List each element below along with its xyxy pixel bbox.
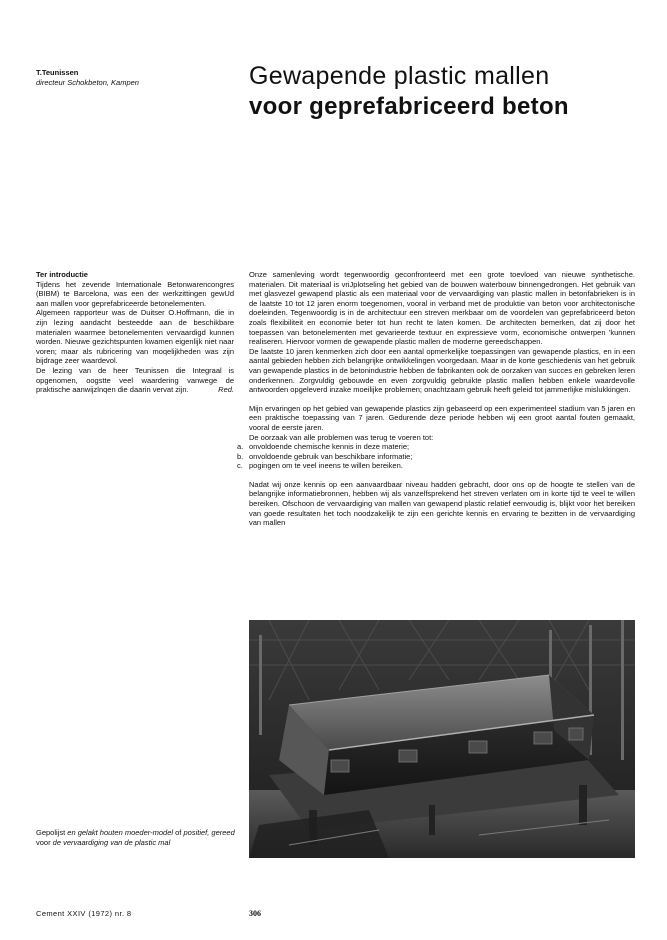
body-paragraph-3: Mijn ervaringen op het gebied van gewapende plastics zijn gebaseerd op een experimenteel stadium van 5 jaren en een praktische toepassing van 7 jaren. Gedurende deze periode hebben wij een groot aantal fouten gemaakt, vooral de eerste jaren.: [249, 403, 635, 432]
body-paragraph-4: De oorzaak van alle problemen was terug te voeren tot:: [249, 432, 434, 442]
editor-signature: Red.: [218, 385, 234, 395]
caption-text: Gepolijst: [36, 828, 66, 837]
caption-text: voor: [36, 837, 51, 847]
intro-column: [36, 270, 234, 395]
caption-text: en gelakt houten moeder-model: [65, 828, 176, 837]
intro-paragraph-2: Algemeen rapporteur was de Duitser O.Hoffmann, die in zijn lezing aandacht besteedde aan de beschikbare materialen waarmee betonelementen vervaardigd kunnen worden. Nieuwe gezichtspunten kwamen eigenlijk niet naar voren; maar als rubricering van moqelijkheden was zijn bijdrage zeer waardevol.: [36, 308, 234, 366]
author-role: directeur Schokbeton, Kampen: [36, 78, 139, 87]
intro-paragraph-1: Tijdens het zevende Internationale Betonwarencongres (BIBM) te Barcelona, was een der werkzittingen gewUd aan mallen voor geprefabriceerde betonelementen.: [36, 279, 234, 308]
list-item-label: c.: [237, 461, 243, 471]
body-paragraph-1: Onze samenleving wordt tegenwoordig geconfronteerd met een grote toevloed van nieuwe synthetische. materialen. Dit materiaal is vriJplotseling het gebied van de bouwen waterbouw binnengedrongen. Het gebruik van met glasvezel gewapend plastic als een materiaal voor de vervaardiging van plastic mallen in betonfabrieken is in de laatste 10 tot 12 jaren enorm toegenomen, vooral in verband met de produktie van beton voor architectonische doeleinden. Tegenwoordig is in de architectuur een streven merkbaar om de voordelen van geprefabriceerd beton zoals flexibiliteit en economie beter tot hun recht te laten komen. De architecten bemerken, dat zij door het toepassen van betonelementen met gevarieerde textuur en expressieve vorm, economische ontwerpen 'kunnen realiseren. Hiervoor vormen de gewapende plastic mallen de moderne gereedschappen.: [249, 270, 635, 347]
list-item-label: a.: [237, 442, 244, 452]
article-title-line1: Gewapende plastic mallen: [249, 62, 550, 90]
journal-reference: Cement XXIV (1972) nr. 8: [36, 909, 132, 918]
list-item-text: pogingen om te veel ineens te willen bereiken.: [249, 461, 403, 471]
article-title-line2: voor geprefabriceerd beton: [249, 93, 569, 120]
list-item-text: onvoldoende chemische kennis in deze materie;: [249, 442, 410, 452]
list-item: [237, 442, 635, 452]
list-item-label: b.: [237, 451, 244, 461]
caption-text: de vervaardiging van de plastic mal: [50, 837, 171, 847]
body-paragraph-2: De laatste 10 jaren kenmerken zich door een aantal opmerkelijke toepassingen van gewapende plastics, en in een aantal gebieden hebben zich belangrijke ontwikkelingen voorgedaan. Maar in de korte geschiedenis van het gebruik van gewapende plastics in de betonindustrie hebben de fabrikanten ook de oorzaken van succes en gebreken leren onderkennen. Zorgvuldig gebouwde en even zorgvuldig gebruikte plastic mallen hebben enkele waardevolle antwoorden opgeleverd inzake moeilijke problemen; onachtzaam gebruik heeft geleid tot jammerlijke mislukkingen.: [249, 346, 635, 395]
wooden-model-photo: [249, 620, 635, 858]
intro-paragraph-3: De lezing van de heer Teunissen die Integraal is opgenomen, oogstte veel waardering vanwege de praktische aanwijzlnqen die daarin vervat zijn.: [36, 365, 234, 395]
body-paragraph-5: Nadat wij onze kennis op een aanvaardbaar niveau hadden gebracht, door ons op de hoogte te stellen van de belangrijke informatiebronnen, hebben wij als vanzelfsprekend het streven verlaten om in korte tijd te veel te willen bereiken. Ofschoon de vervaardiging van mallen van gewapend plastic relatief eenvoudig is, blijkt voor het bereiken van goede resultaten het toch noodzakelijk te zijn een gerichte kennis en ervaring te bezitten in de vervaardiging van mallen: [249, 479, 635, 528]
main-text-column: [237, 270, 635, 528]
cause-list: [237, 442, 635, 471]
photo-caption: [36, 828, 236, 847]
list-item-text: onvoldoende gebruik van beschikbare informatie;: [249, 451, 413, 461]
page-number: 306: [249, 909, 261, 918]
list-item: [237, 451, 635, 462]
caption-text: positief, gereed: [181, 828, 235, 837]
author-name: T.Teunissen: [36, 68, 79, 77]
caption-text: of: [175, 828, 182, 837]
intro-heading: Ter introductie: [36, 270, 88, 279]
list-item: [237, 461, 635, 471]
